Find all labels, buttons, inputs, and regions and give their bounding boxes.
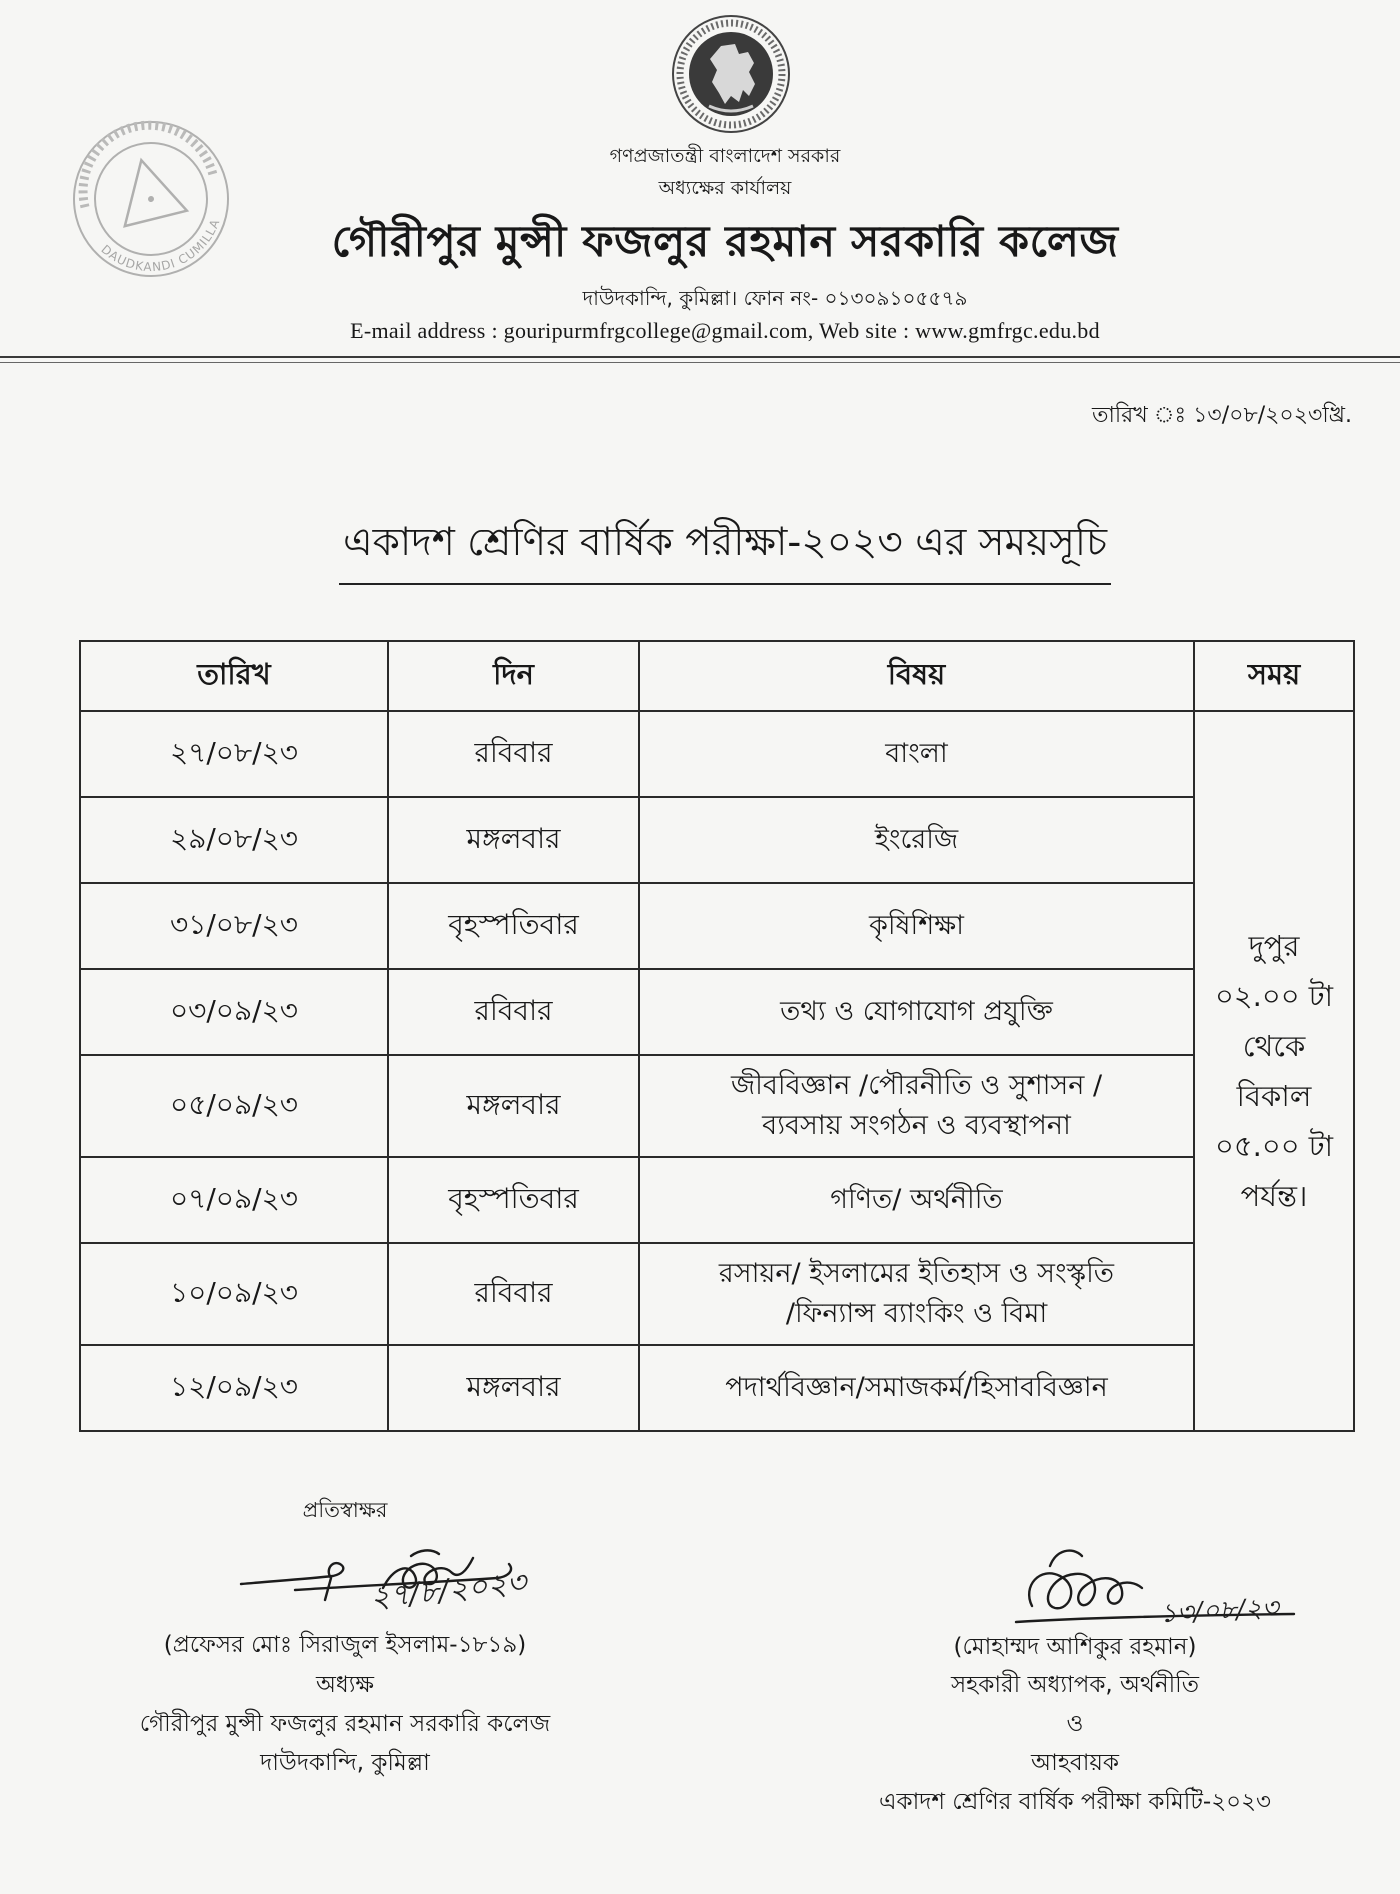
exam-time — [1194, 711, 1354, 1431]
header-divider — [0, 356, 1400, 358]
convener-signature-date: ১৩/০৮/২৩ — [1159, 1592, 1280, 1630]
exam-date: ২৭/০৮/২৩ — [80, 711, 388, 797]
convener-name: (মোহাম্মদ আশিকুর রহমান) — [953, 1634, 1197, 1660]
subject-line: বাংলা — [885, 738, 948, 769]
table-row — [80, 1157, 1354, 1243]
subject-line: তথ্য ও যোগাযোগ প্রযুক্তি — [780, 996, 1053, 1027]
exam-day: রবিবার — [388, 1243, 639, 1345]
exam-day: বৃহস্পতিবার — [388, 1157, 639, 1243]
notice-date: তারিখ ঃ ১৩/০৮/২০২৩খ্রি. — [1092, 403, 1352, 428]
principal-signature-date: ২৭/৮/২০২৩ — [368, 1564, 529, 1617]
time-line: ০২.০০ টা — [1214, 979, 1334, 1013]
office-line: অধ্যক্ষের কার্যালয় — [658, 177, 792, 199]
exam-day: মঙ্গলবার — [388, 797, 639, 883]
time-line: বিকাল — [1236, 1079, 1312, 1113]
notice-title: একাদশ শ্রেণির বার্ষিক পরীক্ষা-২০২৩ এর সময়সূচি — [339, 512, 1111, 585]
exam-subject — [639, 797, 1194, 883]
table-row — [80, 797, 1354, 883]
exam-committee: একাদশ শ্রেণির বার্ষিক পরীক্ষা কমিটি-২০২৩ — [878, 1789, 1272, 1815]
column-header-day: দিন — [388, 641, 639, 711]
table-row — [80, 1345, 1354, 1431]
exam-date: ০৩/০৯/২৩ — [80, 969, 388, 1055]
exam-day: বৃহস্পতিবার — [388, 883, 639, 969]
time-line: দুপুর — [1248, 929, 1300, 963]
exam-day: রবিবার — [388, 711, 639, 797]
exam-subject — [639, 1055, 1194, 1157]
exam-subject — [639, 883, 1194, 969]
table-row — [80, 1055, 1354, 1157]
subject-line: গণিত/ অর্থনীতি — [830, 1184, 1003, 1215]
table-row — [80, 883, 1354, 969]
column-header-time: সময় — [1194, 641, 1354, 711]
table-header-row — [80, 641, 1354, 711]
time-line: পর্যন্ত। — [1240, 1179, 1308, 1213]
exam-day: মঙ্গলবার — [388, 1055, 639, 1157]
principal-address: দাউদকান্দি, কুমিল্লা — [260, 1750, 430, 1776]
exam-date: ০৭/০৯/২৩ — [80, 1157, 388, 1243]
convener-designation: সহকারী অধ্যাপক, অর্থনীতি — [950, 1672, 1199, 1698]
exam-date: ১০/০৯/২৩ — [80, 1243, 388, 1345]
principal-name: (প্রফেসর মোঃ সিরাজুল ইসলাম-১৮১৯) — [163, 1632, 527, 1658]
exam-date: ২৯/০৮/২৩ — [80, 797, 388, 883]
exam-subject — [639, 711, 1194, 797]
address-phone-line: দাউদকান্দি, কুমিল্লা। ফোন নং- ০১৩০৯১০৫৫৭৯ — [582, 286, 968, 310]
exam-subject — [639, 969, 1194, 1055]
exam-date: ১২/০৯/২৩ — [80, 1345, 388, 1431]
conjunction-text: ও — [1066, 1711, 1084, 1737]
exam-subject — [639, 1345, 1194, 1431]
subject-line: কৃষিশিক্ষা — [869, 910, 964, 941]
subject-line: পদার্থবিজ্ঞান/সমাজকর্ম/হিসাববিজ্ঞান — [725, 1372, 1108, 1403]
time-line: ০৫.০০ টা — [1214, 1129, 1334, 1163]
column-header-date: তারিখ — [80, 641, 388, 711]
column-header-subject: বিষয় — [639, 641, 1194, 711]
email-website-line: E-mail address : gouripurmfrgcollege@gmail.com, Web site : www.gmfrgc.edu.bd — [350, 318, 1100, 343]
exam-day: রবিবার — [388, 969, 639, 1055]
exam-date: ৩১/০৮/২৩ — [80, 883, 388, 969]
time-line: থেকে — [1242, 1029, 1306, 1063]
principal-institution: গৌরীপুর মুন্সী ফজলুর রহমান সরকারি কলেজ — [139, 1711, 551, 1737]
college-name: গৌরীপুর মুন্সী ফজলুর রহমান সরকারি কলেজ — [331, 217, 1119, 267]
subject-line: ব্যবসায় সংগঠন ও ব্যবস্থাপনা — [762, 1110, 1071, 1141]
exam-schedule-table — [79, 640, 1355, 1432]
government-seal-icon — [669, 12, 793, 136]
subject-line: /ফিন্যান্স ব্যাংকিং ও বিমা — [785, 1298, 1048, 1329]
college-seal-text: DAUDKANDI CUMILLA — [98, 216, 223, 275]
subject-line: রসায়ন/ ইসলামের ইতিহাস ও সংস্কৃতি — [718, 1258, 1115, 1289]
table-row — [80, 969, 1354, 1055]
exam-subject — [639, 1243, 1194, 1345]
subject-line: জীববিজ্ঞান /পৌরনীতি ও সুশাসন / — [730, 1070, 1103, 1101]
convener-role: আহবায়ক — [1030, 1750, 1120, 1776]
table-row — [80, 711, 1354, 797]
table-row — [80, 1243, 1354, 1345]
header-divider-thin — [0, 362, 1400, 363]
notice-title-wrap — [50, 512, 1400, 585]
principal-designation: অধ্যক্ষ — [315, 1672, 375, 1698]
government-line: গণপ্রজাতন্ত্রী বাংলাদেশ সরকার — [609, 145, 841, 167]
exam-day: মঙ্গলবার — [388, 1345, 639, 1431]
exam-subject — [639, 1157, 1194, 1243]
subject-line: ইংরেজি — [874, 824, 959, 855]
countersign-label: প্রতিস্বাক্ষর — [302, 1498, 388, 1522]
exam-date: ০৫/০৯/২৩ — [80, 1055, 388, 1157]
